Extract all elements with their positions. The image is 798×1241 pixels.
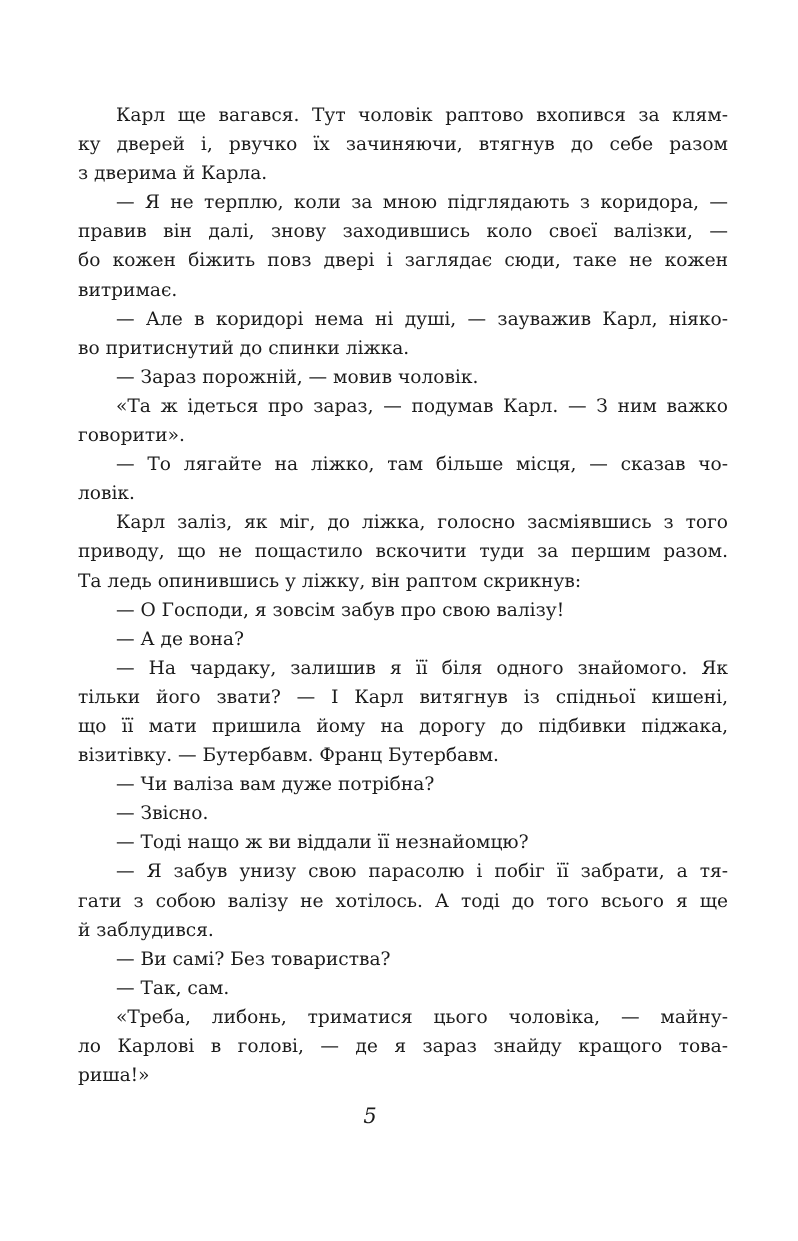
text-line: з дверима й Карла. <box>78 163 268 185</box>
text-line: «Та ж ідеться про зараз, — подумав Карл. — З ним важко <box>116 395 728 417</box>
text-line: Карл ще вагався. Тут чоловік раптово вхопився за клям- <box>116 105 728 126</box>
text-line: — Так, сам. <box>116 977 230 999</box>
text-line: — А де вона? <box>116 628 244 650</box>
text-line: правив він далі, знову заходившись коло своєї валізки, — <box>78 221 728 243</box>
text-line: — О Господи, я зовсім забув про свою валізу! <box>116 599 565 621</box>
text-line: приводу, що не пощастило вскочити туди за першим разом. <box>78 541 728 563</box>
text-line: — Я не терплю, коли за мною підглядають з коридора, — <box>116 192 728 214</box>
text-line: говорити». <box>78 425 185 447</box>
text-line: риша!» <box>78 1065 150 1087</box>
body-text <box>78 101 728 1090</box>
text-line: — Звісно. <box>116 803 209 825</box>
text-line: — На чардаку, залишив я її біля одного знайомого. Як <box>116 657 728 679</box>
text-line: тільки його звати? — І Карл витягнув із спідньої кишені, <box>78 686 728 708</box>
text-line: «Треба, либонь, триматися цього чоловіка, — майну- <box>116 1006 728 1028</box>
text-line: ло Карлові в голові, — де я зараз знайду кращого това- <box>78 1036 728 1057</box>
text-line: Карл заліз, як міг, до ліжка, голосно засміявшись з того <box>116 512 728 534</box>
text-line: — Тоді нащо ж ви віддали її незнайомцю? <box>116 832 529 854</box>
text-line: що її мати пришила йому на дорогу до підбивки піджака, <box>78 715 728 737</box>
text-line: — Я забув унизу свою парасолю і побіг її забрати, а тя- <box>116 861 728 883</box>
text-line: ловік. <box>78 483 135 505</box>
text-line: й заблудився. <box>78 919 214 941</box>
text-line: гати з собою валізу не хотілось. А тоді до того всього я ще <box>78 890 728 912</box>
text-line: — Зараз порожній, — мовив чоловік. <box>116 366 479 388</box>
page-number: 5 <box>363 1104 377 1128</box>
text-line: ку дверей і, рвучко їх зачиняючи, втягнув до себе разом <box>78 134 728 156</box>
text-line: — То лягайте на ліжко, там більше місця, — сказав чо- <box>116 454 728 476</box>
text-line: — Ви самі? Без товариства? <box>116 948 391 970</box>
text-line: візитівку. — Бутербавм. Франц Бутербавм. <box>78 745 499 767</box>
text-line: витримає. <box>78 279 178 301</box>
text-line: бо кожен біжить повз двері і заглядає сюди, таке не кожен <box>78 250 728 272</box>
text-line: — Але в коридорі нема ні душі, — зауважив Карл, ніяко- <box>116 308 728 330</box>
text-line: во притиснутий до спинки ліжка. <box>78 337 410 359</box>
text-line: Та ледь опинившись у ліжку, він раптом скрикнув: <box>78 570 582 592</box>
text-line: — Чи валіза вам дуже потрібна? <box>116 774 435 796</box>
